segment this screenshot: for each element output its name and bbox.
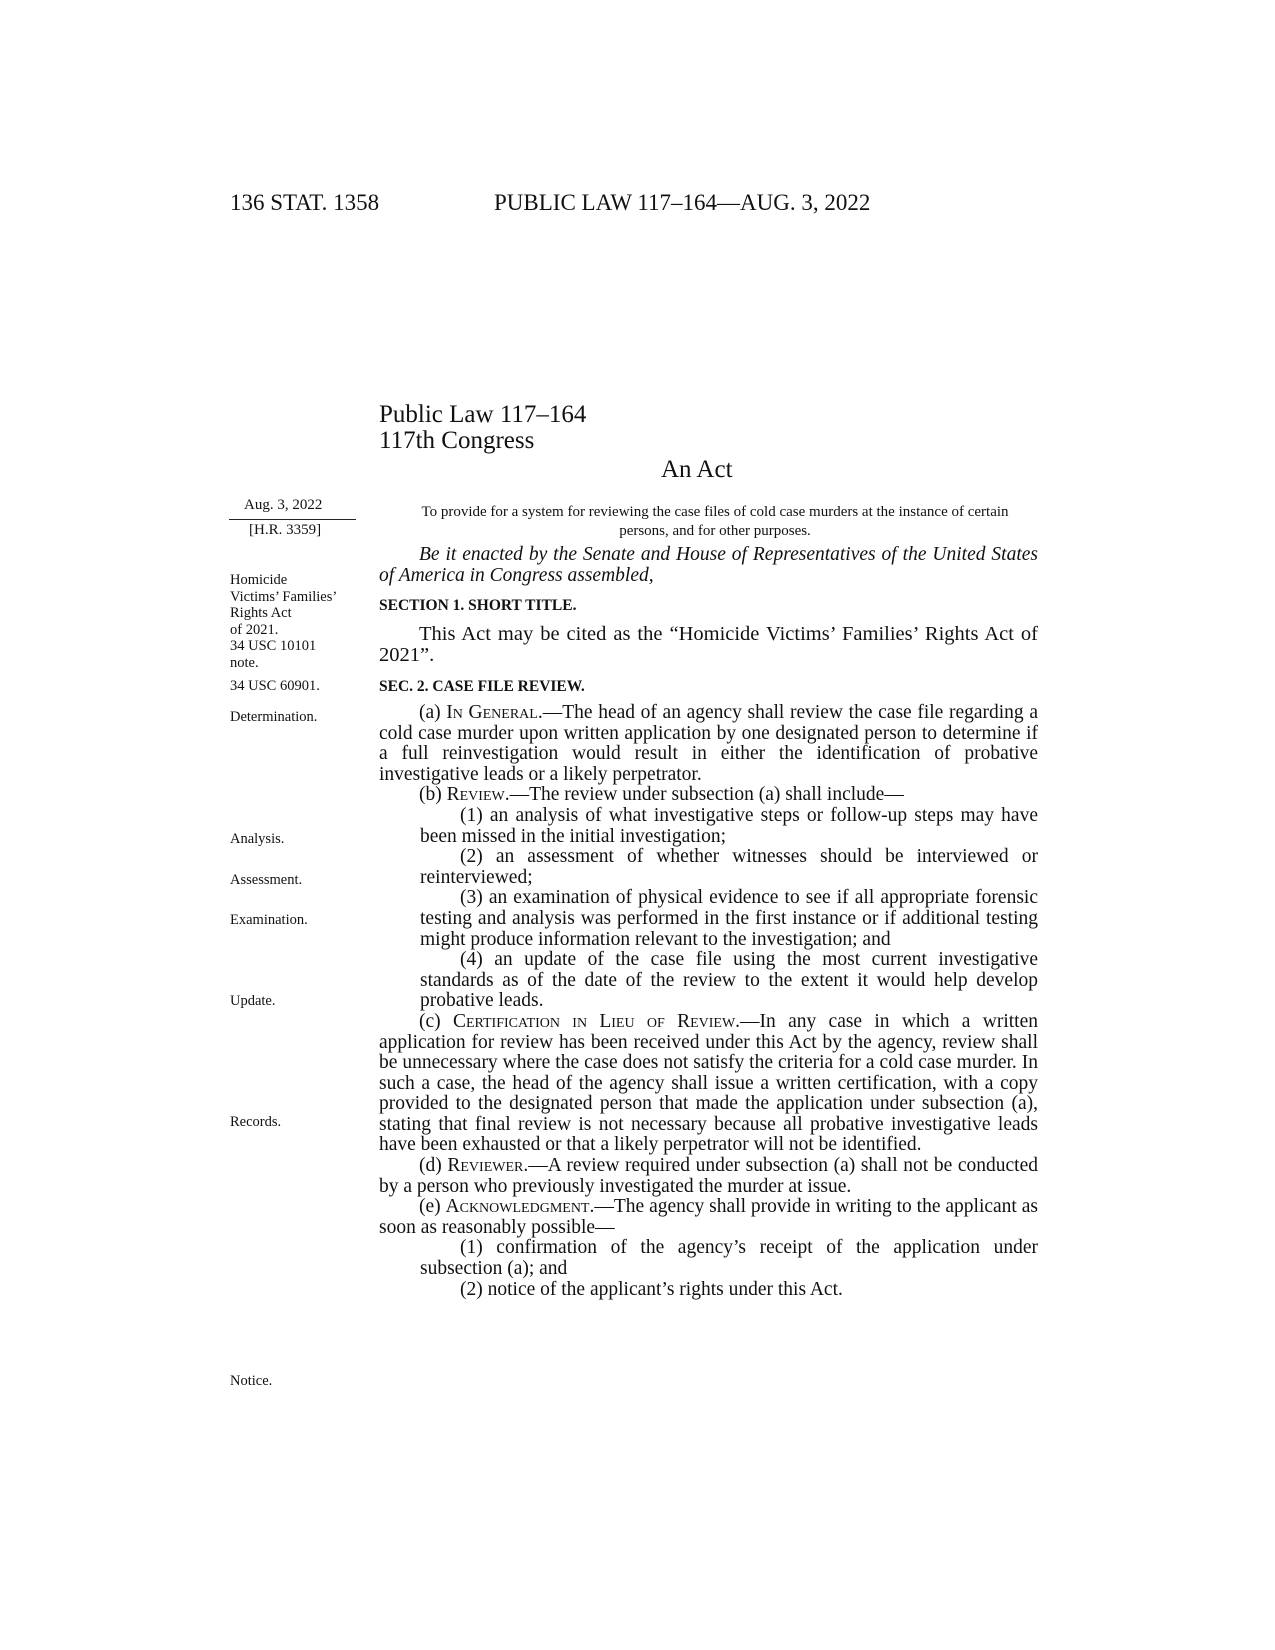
subsection-a-label: (a) bbox=[419, 702, 447, 723]
sidenote-examination: Examination. bbox=[230, 912, 308, 928]
sidenote-determination: Determination. bbox=[230, 709, 318, 725]
subsection-a bbox=[379, 703, 1038, 785]
sidenote-line: of 2021. bbox=[230, 621, 279, 638]
paragraph-b2: (2) an assessment of whether witnesses should be interviewed or reinterviewed; bbox=[420, 846, 1038, 888]
sidenote-records: Records. bbox=[230, 1114, 282, 1130]
paragraph-b1: (1) an analysis of what investigative steps or follow-up steps may have been missed in the initial investigation; bbox=[420, 804, 1038, 847]
subsection-b-text: .—The review under subsection (a) shall include— bbox=[504, 784, 904, 806]
subsection-e-label: (e) bbox=[419, 1196, 446, 1218]
subsection-e-heading: Acknowledgment bbox=[445, 1196, 590, 1218]
sidenote-line: Homicide bbox=[230, 572, 288, 588]
subsection-d-label: (d) bbox=[419, 1155, 448, 1177]
sidenote-notice: Notice. bbox=[230, 1373, 273, 1389]
enacting-clause-text: Be it enacted by the Senate and House of Representatives of the United States of America in Congress assembled, bbox=[379, 544, 1038, 586]
sidenote-usc: 34 USC 60901. bbox=[230, 678, 320, 694]
subsection-e-text: .—The agency shall provide in writing to the applicant as soon as reasonably possible— bbox=[379, 1196, 1038, 1238]
sidenote-short-title bbox=[230, 572, 337, 671]
subsection-b-heading: Review bbox=[446, 784, 505, 806]
section-1-body bbox=[379, 624, 1038, 665]
subsection-b-label: (b) bbox=[419, 784, 447, 806]
sidenote-line: Victims’ Families’ bbox=[230, 588, 338, 605]
subsection-c-text: .—In any case in which a written application for review has been received under this Act by the agency, review shall be unnecessary where the case does not satisfy the criteria for a cold case murder. In such a case, the head of the agency shall issue a written certification, with a copy provided to the designated person that made the application under subsection (a), stating that final review is not necessary because all probative investigative leads have been exhausted or that a likely perpetrator will not be identified. bbox=[379, 1010, 1038, 1156]
section-2-body bbox=[379, 703, 1038, 1300]
sidenote-assessment: Assessment. bbox=[230, 872, 303, 888]
subsection-c-heading: Certification in Lieu of Review bbox=[452, 1010, 736, 1032]
congress-number: 117th Congress bbox=[379, 427, 535, 454]
act-heading: An Act bbox=[661, 456, 733, 483]
paragraph-e1: (1) confirmation of the agency’s receipt of the application under subsection (a); and bbox=[420, 1237, 1038, 1280]
subsection-a-heading: In General bbox=[446, 702, 538, 723]
subsection-d-text: .—A review required under subsection (a) shall not be conducted by a person who previously investigated the murder at issue. bbox=[379, 1155, 1038, 1197]
paragraph-e2: (2) notice of the applicant’s rights under this Act. bbox=[460, 1278, 843, 1300]
subsection-d bbox=[379, 1156, 1038, 1197]
subsection-a-text: .—The head of an agency shall review the case file regarding a cold case murder upon written application by one designated person to determine if a full reinvestigation would result in either the identification of probative investigative leads or a likely perpetrator. bbox=[379, 702, 1038, 785]
paragraph-b3: (3) an examination of physical evidence to see if all appropriate forensic testing and analysis was performed in the first instance or if additional testing might produce information relevant to the investigation; and bbox=[420, 887, 1038, 950]
sidenote-line: Rights Act bbox=[230, 605, 292, 621]
bill-number: [H.R. 3359] bbox=[249, 522, 322, 538]
subsection-c-label: (c) bbox=[419, 1010, 453, 1032]
enactment-date: Aug. 3, 2022 bbox=[244, 497, 323, 513]
law-number: Public Law 117–164 bbox=[379, 401, 587, 428]
sidenote-analysis: Analysis. bbox=[230, 831, 285, 847]
section-1-heading: SECTION 1. SHORT TITLE. bbox=[379, 597, 577, 614]
subsection-c bbox=[379, 1012, 1038, 1156]
purpose-statement: To provide for a system for reviewing the case files of cold case murders at the instance of certain persons, and for other purposes. bbox=[421, 504, 1009, 539]
section-2-heading: SEC. 2. CASE FILE REVIEW. bbox=[379, 678, 585, 695]
subsection-d-heading: Reviewer bbox=[447, 1155, 524, 1177]
stat-reference: 136 STAT. 1358 bbox=[230, 190, 380, 215]
subsection-e bbox=[379, 1197, 1038, 1238]
paragraph-b4: (4) an update of the case file using the most current investigative standards as of the date of the review to the extent it would help develop probative leads. bbox=[420, 949, 1038, 1012]
sidenote-update: Update. bbox=[230, 993, 276, 1009]
sidenote-line: note. bbox=[230, 654, 259, 671]
sidenote-line: 34 USC 10101 bbox=[230, 638, 317, 654]
date-divider bbox=[229, 519, 356, 520]
section-1-text: This Act may be cited as the “Homicide Victims’ Families’ Rights Act of 2021”. bbox=[379, 623, 1038, 666]
subsection-b bbox=[379, 785, 1038, 806]
running-title: PUBLIC LAW 117–164—AUG. 3, 2022 bbox=[494, 190, 871, 215]
enacting-clause bbox=[379, 545, 1038, 586]
